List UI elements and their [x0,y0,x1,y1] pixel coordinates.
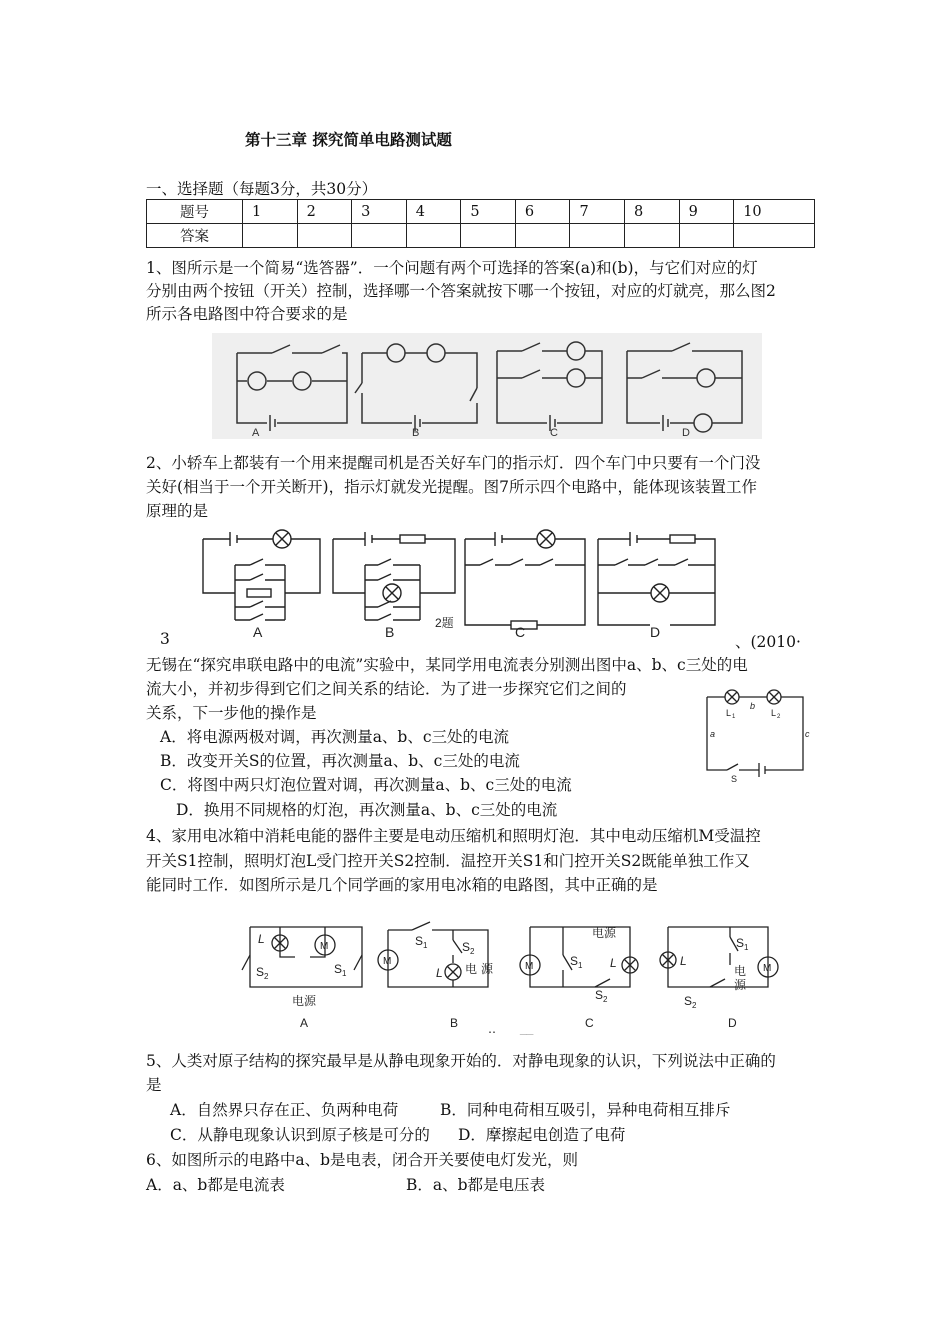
q2-circuit-figure [195,525,725,645]
point-label: c [805,729,810,739]
power-label: 源 [734,978,747,992]
switch-label: S [256,965,265,979]
q4-circuit-figure [240,915,785,1035]
answer-cell[interactable] [734,224,815,248]
q5-option[interactable]: B．同种电荷相互吸引，异种电荷相互排斥 [440,1101,731,1119]
q2-line: 2、小轿车上都装有一个用来提醒司机是否关好车门的指示灯．四个车门中只要有一个门没 [146,454,761,472]
switch-label-sub: 2 [470,947,475,956]
q3-option[interactable]: C．将图中两只灯泡位置对调，再次测量a、b、c三处的电流 [160,776,572,794]
table-header-cell: 答案 [147,224,243,248]
lamp-label: L [771,708,777,718]
switch-label-sub: 2 [692,1001,697,1010]
q4-dots: ‥ [488,1022,497,1035]
q5-line: 是 [146,1076,162,1094]
table-cell: 4 [406,200,461,224]
table-cell: 8 [625,200,680,224]
lamp-label-sub: 2 [777,714,781,720]
answer-cell[interactable] [679,224,734,248]
q1-line: 所示各电路图中符合要求的是 [146,305,348,323]
q3-circuit-figure [695,685,815,785]
q1-option-label: D [682,427,690,439]
q2-option-label: B [385,624,395,640]
q4-option-label: D [728,1016,737,1030]
q3-line: 关系，下一步他的操作是 [146,704,317,722]
power-label: 电 [734,964,747,978]
q5-option[interactable]: D．摩擦起电创造了电荷 [458,1126,626,1144]
table-cell: 7 [570,200,625,224]
motor-label: M [383,956,392,967]
table-row [147,224,815,248]
q3-line: 流大小，并初步得到它们之间关系的结论．为了进一步探究它们之间的 [146,680,627,698]
q6-line: 6、如图所示的电路中a、b是电表，闭合开关要使电灯发光，则 [146,1151,579,1169]
q4-line: 能同时工作．如图所示是几个同学画的家用电冰箱的电路图，其中正确的是 [146,876,658,894]
q2-line: 原理的是 [146,502,209,520]
motor-label: M [763,963,772,974]
q4-line: 4、家用电冰箱中消耗电能的器件主要是电动压缩机和照明灯泡．其中电动压缩机M受温控 [146,827,761,845]
switch-label-sub: 2 [603,995,608,1004]
table-cell: 1 [243,200,298,224]
answer-cell[interactable] [406,224,461,248]
q4-option-label: A [300,1016,309,1030]
switch-label-sub: 1 [423,941,428,950]
q3-option[interactable]: B．改变开关S的位置，再次测量a、b、c三处的电流 [160,752,520,770]
q1-line: 1、图所示是一个简易“选答器”．一个问题有两个可选择的答案(a)和(b)，与它们对应的灯 [146,259,758,277]
page-title: 第十三章 探究简单电路测试题 [245,130,452,149]
point-label: b [750,701,756,711]
switch-label: S [736,936,745,950]
table-header-cell: 题号 [147,200,243,224]
lamp-label: L [680,954,687,968]
switch-label: S [415,934,424,948]
q2-option-label: D [650,624,661,640]
lamp-label: L [726,708,732,718]
power-label: 电源 [292,994,317,1008]
switch-label-sub: 1 [578,961,583,970]
switch-label: S [731,774,738,784]
motor-label: M [320,941,329,952]
power-label: 源 [481,962,494,976]
lamp-label: L [436,966,443,980]
q1-option-label: A [252,427,260,439]
q3-option[interactable]: A．将电源两极对调，再次测量a、b、c三处的电流 [160,728,510,746]
q4-dash: __ [520,1022,534,1035]
answer-cell[interactable] [625,224,680,248]
lamp-label: L [610,956,617,970]
switch-label-sub: 1 [744,943,749,952]
q3-source: 、(2010· [735,633,801,651]
q2-option-label: A [253,624,263,640]
switch-label: S [595,988,604,1002]
table-cell: 5 [461,200,516,224]
table-cell: 3 [352,200,407,224]
q4-option-label: C [585,1016,594,1030]
table-cell: 2 [297,200,352,224]
power-label: 电源 [592,926,617,940]
table-cell: 10 [734,200,815,224]
switch-label-sub: 1 [342,969,347,978]
switch-label: S [684,994,693,1008]
motor-label: M [525,961,534,972]
q2-line: 关好(相当于一个开关断开)，指示灯就发光提醒。图7所示四个电路中，能体现该装置工作 [146,478,757,496]
q1-circuit-figure [212,333,762,439]
q3-option[interactable]: D．换用不同规格的灯泡，再次测量a、b、c三处的电流 [176,801,558,819]
table-row [147,200,815,224]
q3-line: 无锡在“探究串联电路中的电流”实验中，某同学用电流表分别测出图中a、b、c三处的电 [146,656,748,674]
power-label: 电 [465,962,478,976]
q6-option[interactable]: A．a、b都是电流表 [146,1176,285,1194]
table-cell: 6 [515,200,570,224]
q6-option[interactable]: B．a、b都是电压表 [406,1176,546,1194]
q2-figure-caption: 2题 [435,616,454,630]
answer-cell[interactable] [352,224,407,248]
answer-cell[interactable] [515,224,570,248]
q3-number: 3 [160,630,170,648]
switch-label: S [570,954,579,968]
q4-line: 开关S1控制，照明灯泡L受门控开关S2控制．温控开关S1和门控开关S2既能单独工作又 [146,852,750,870]
q5-option[interactable]: A．自然界只存在正、负两种电荷 [170,1101,399,1119]
answer-table [146,199,815,248]
switch-label-sub: 2 [264,972,269,981]
q5-option[interactable]: C．从静电现象认识到原子核是可分的 [170,1126,430,1144]
answer-cell[interactable] [461,224,516,248]
table-cell: 9 [679,200,734,224]
q2-option-label: C [515,624,526,640]
point-label: a [710,729,716,739]
q1-line: 分别由两个按钮（开关）控制，选择哪一个答案就按下哪一个按钮，对应的灯就亮，那么图2 [146,282,776,300]
q1-option-label: C [550,427,558,439]
switch-label: S [462,940,471,954]
switch-label: S [334,962,343,976]
q1-option-label: B [412,427,420,439]
answer-cell[interactable] [570,224,625,248]
q5-line: 5、人类对原子结构的探究最早是从静电现象开始的．对静电现象的认识，下列说法中正确的 [146,1052,776,1070]
q4-option-label: B [450,1016,459,1030]
answer-cell[interactable] [243,224,298,248]
answer-cell[interactable] [297,224,352,248]
section-heading: 一、选择题（每题3分，共30分） [146,180,378,198]
lamp-label-sub: 1 [732,714,736,720]
lamp-label: L [258,932,265,946]
